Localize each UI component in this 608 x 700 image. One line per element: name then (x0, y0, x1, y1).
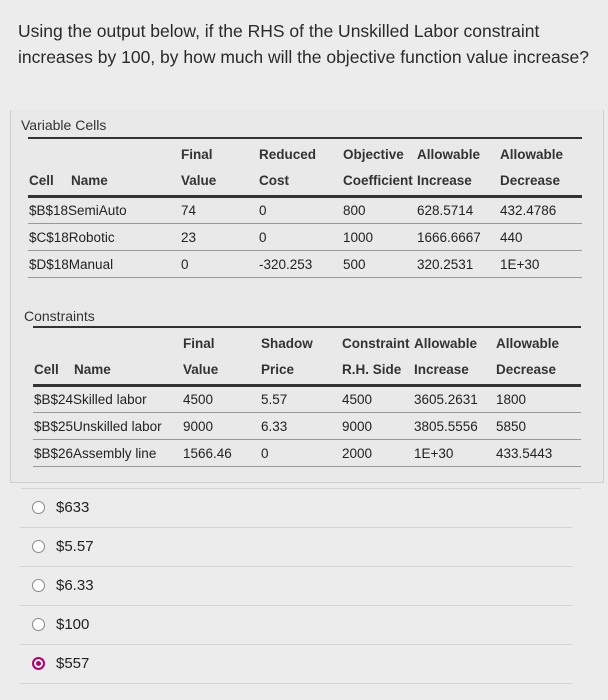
divider (33, 412, 581, 413)
cell-name (34, 419, 162, 434)
cell: Allowable (496, 336, 560, 351)
cell: Name (74, 362, 111, 377)
divider (21, 488, 581, 489)
cell-ref: $B$24 (34, 392, 74, 407)
divider (20, 527, 572, 528)
divider (20, 683, 572, 684)
cell: 5850 (496, 419, 527, 434)
cell: Allowable (414, 336, 478, 351)
answer-option[interactable] (32, 494, 89, 520)
cell: Objective (343, 147, 404, 162)
cell: Increase (414, 362, 469, 377)
cell: 74 (181, 203, 197, 218)
divider (28, 250, 582, 251)
cell: -320.253 (259, 257, 313, 272)
cell: 4500 (183, 392, 214, 407)
divider (20, 605, 572, 606)
header-row (11, 358, 608, 382)
radio-icon[interactable] (32, 618, 45, 631)
cell: 1E+30 (500, 257, 540, 272)
radio-icon[interactable] (32, 501, 45, 514)
divider (20, 566, 572, 567)
header-row (11, 332, 608, 356)
divider (28, 195, 582, 198)
cell: Value (183, 362, 219, 377)
cell-label: Skilled labor (73, 392, 147, 407)
cell-name (29, 230, 115, 245)
answer-option[interactable] (32, 611, 89, 637)
cell-name (29, 203, 127, 218)
cell-ref: $B$26 (34, 446, 74, 461)
cell: Allowable (500, 147, 564, 162)
cell: 500 (343, 257, 366, 272)
cell: 800 (343, 203, 366, 218)
cell: Decrease (500, 173, 561, 188)
cell: 432.4786 (500, 203, 557, 218)
cell: 440 (500, 230, 523, 245)
answer-option[interactable] (32, 572, 94, 598)
cell: Value (181, 173, 217, 188)
cell: 628.5714 (417, 203, 474, 218)
cell: 3605.2631 (414, 392, 478, 407)
cell: 9000 (342, 419, 373, 434)
option-label: $557 (56, 654, 90, 672)
cell: R.H. Side (342, 362, 402, 377)
cell-label: Assembly line (73, 446, 157, 461)
cell-name (29, 257, 113, 272)
cell: 9000 (183, 419, 214, 434)
answer-option[interactable] (32, 533, 94, 559)
table-row (11, 388, 608, 412)
table-row (11, 442, 608, 466)
cell-ref: $B$25 (34, 419, 74, 434)
cell: 0 (261, 446, 269, 461)
radio-selected-icon[interactable] (32, 657, 45, 670)
cell-ref: $D$18 (29, 257, 69, 272)
table-row (11, 253, 608, 277)
cell: Increase (417, 173, 472, 188)
option-label: $6.33 (56, 576, 94, 594)
cell: Coefficient (343, 173, 413, 188)
cell: Final (183, 336, 215, 351)
cell: 0 (259, 203, 267, 218)
table-row (11, 415, 608, 439)
cell-label: Robotic (68, 230, 115, 245)
divider (20, 644, 572, 645)
cell: 5.57 (261, 392, 288, 407)
cell-ref: $C$18 (29, 230, 69, 245)
header-row (11, 143, 608, 167)
divider (33, 326, 581, 328)
cell: Decrease (496, 362, 557, 377)
cell-name (34, 392, 147, 407)
table-row (11, 226, 608, 250)
answer-option[interactable] (32, 650, 89, 676)
cell: 0 (181, 257, 189, 272)
variable-cells-title: Variable Cells (21, 117, 107, 133)
solver-sensitivity-report (10, 110, 604, 483)
cell: Cost (259, 173, 289, 188)
cell: 1000 (343, 230, 374, 245)
divider (28, 137, 582, 139)
divider (33, 384, 581, 387)
cell: Constraint (342, 336, 410, 351)
table-row (11, 199, 608, 223)
cell-label: Manual (68, 257, 114, 272)
cell: 433.5443 (496, 446, 553, 461)
cell: 1566.46 (183, 446, 232, 461)
constraints-title: Constraints (24, 308, 95, 324)
cell: Cell (29, 173, 54, 188)
option-label: $100 (56, 615, 90, 633)
cell: 1666.6667 (417, 230, 481, 245)
question-text: Using the output below, if the RHS of the Unskilled Labor constraint increases by 100, by how much will the objective function value increase? (18, 21, 590, 67)
cell: 3805.5556 (414, 419, 478, 434)
cell: Reduced (259, 147, 317, 162)
cell: 2000 (342, 446, 373, 461)
cell: Shadow (261, 336, 313, 351)
radio-icon[interactable] (32, 579, 45, 592)
divider (28, 277, 582, 278)
cell: 1E+30 (414, 446, 454, 461)
cell: 1800 (496, 392, 527, 407)
cell-label: SemiAuto (68, 203, 127, 218)
cell-name (34, 446, 156, 461)
cell: 320.2531 (417, 257, 474, 272)
option-label: $5.57 (56, 537, 94, 555)
cell: 23 (181, 230, 197, 245)
cell: 0 (259, 230, 267, 245)
option-label: $633 (56, 498, 90, 516)
divider (33, 439, 581, 440)
cell-ref: $B$18 (29, 203, 69, 218)
header-row (11, 169, 608, 193)
divider (33, 466, 581, 467)
cell-label: Unskilled labor (73, 419, 162, 434)
cell: 4500 (342, 392, 373, 407)
cell: 6.33 (261, 419, 288, 434)
divider (28, 223, 582, 224)
radio-icon[interactable] (32, 540, 45, 553)
cell: Name (71, 173, 108, 188)
cell: Price (261, 362, 295, 377)
cell: Final (181, 147, 213, 162)
cell: Allowable (417, 147, 481, 162)
cell: Cell (34, 362, 59, 377)
